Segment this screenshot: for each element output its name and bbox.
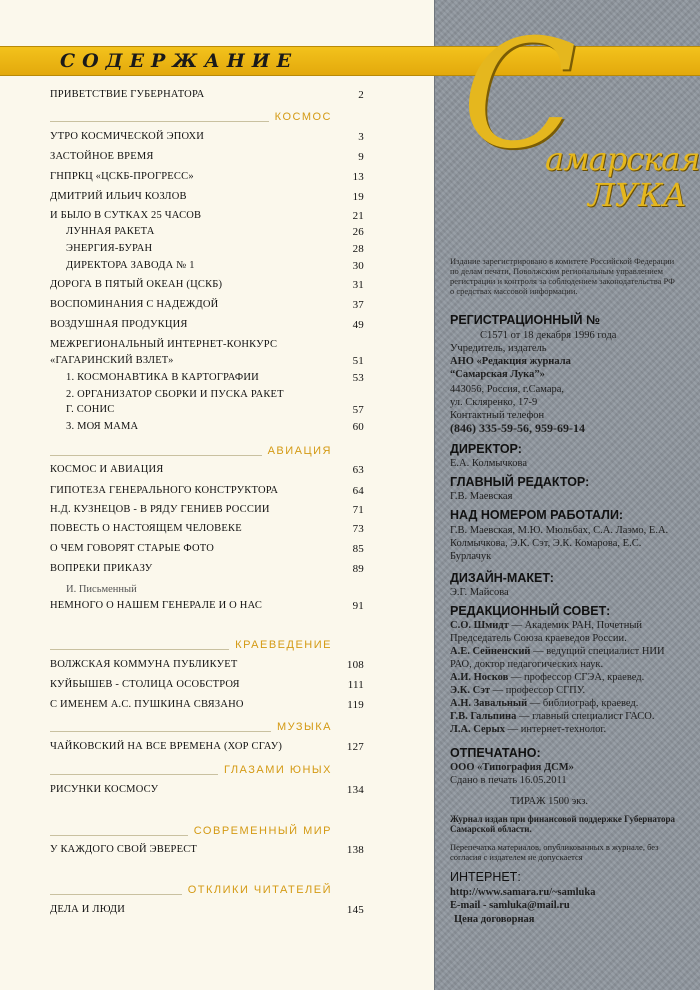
toc-entry[interactable]: ЭНЕРГИЯ-БУРАН 28 — [66, 243, 364, 255]
council-member: Г.В. Гальпина — главный специалист ГАСО. — [450, 711, 655, 722]
price-note: Цена договорная — [454, 914, 535, 925]
founder-name: АНО «Редакция журнала — [450, 356, 571, 367]
toc-entry[interactable]: С ИМЕНЕМ А.С. ПУШКИНА СВЯЗАНО 119 — [50, 699, 364, 711]
editor-header: ГЛАВНЫЙ РЕДАКТОР: — [450, 475, 590, 489]
founder-name-2: “Самарская Лука”» — [450, 369, 545, 380]
circulation: ТИРАЖ 1500 экз. — [510, 796, 588, 807]
registration-note: Издание зарегистрировано в комитете Российской Федерации по делам печати, Поволжским региональным управлением регистрации и контроля за соблюдением законодательства РФ о средствах массовой информации. — [450, 256, 675, 296]
editor-name: Г.В. Маевская — [450, 491, 513, 502]
toc-entry[interactable]: 2. ОРГАНИЗАТОР СБОРКИ И ПУСКА РАКЕТ — [66, 389, 284, 400]
support-note: Журнал издан при финансовой поддержке Губернатора Самарской области. — [450, 814, 675, 834]
director-header: ДИРЕКТОР: — [450, 442, 522, 456]
council-member: А.И. Носков — профессор СГЭА, краевед. — [450, 672, 645, 683]
toc-entry[interactable]: ВОЗДУШНАЯ ПРОДУКЦИЯ 49 — [50, 319, 364, 331]
council-member: А.Н. Завальный — библиограф, краевед. — [450, 698, 639, 709]
section-header: СОВРЕМЕННЫЙ МИР — [50, 825, 332, 839]
toc-entry[interactable]: ДЕЛА И ЛЮДИ 145 — [50, 904, 364, 916]
council-header: РЕДАКЦИОННЫЙ СОВЕТ: — [450, 604, 611, 618]
toc-entry[interactable]: «ГАГАРИНСКИЙ ВЗЛЕТ» 51 — [50, 355, 364, 367]
reprint-note: Перепечатка материалов, опубликованных в журнале, без согласия с издателем не допускается — [450, 842, 659, 862]
toc-entry[interactable]: ВОПРЕКИ ПРИКАЗУ 89 — [50, 563, 364, 575]
council-member: Э.К. Сэт — профессор СГПУ. — [450, 685, 586, 696]
toc-entry[interactable]: ПОВЕСТЬ О НАСТОЯЩЕМ ЧЕЛОВЕКЕ 73 — [50, 523, 364, 535]
website-link[interactable]: http://www.samara.ru/~samluka — [450, 887, 596, 898]
design-header: ДИЗАЙН-МАКЕТ: — [450, 571, 554, 585]
logo-line-2: ЛУКА — [588, 176, 687, 214]
toc-entry[interactable]: 3. МОЯ МАМА 60 — [66, 421, 364, 433]
logo-line-1: амарская — [545, 140, 700, 178]
toc-entry[interactable]: ВОСПОМИНАНИЯ С НАДЕЖДОЙ 37 — [50, 299, 364, 311]
toc-entry[interactable]: КОСМОС И АВИАЦИЯ 63 — [50, 464, 364, 476]
staff-list: Г.В. Маевская, М.Ю. Мюльбах, С.А. Лаэмо, Е.А. Колмычкова, Э.К. Сэт, Э.К. Комарова, Е.С. Бурлачук — [450, 525, 669, 562]
phone-label: Контактный телефон — [450, 410, 545, 421]
council-list — [450, 619, 680, 736]
toc-entry[interactable]: РИСУНКИ КОСМОСУ 134 — [50, 784, 364, 796]
toc-entry[interactable]: НЕМНОГО О НАШЕМ ГЕНЕРАЛЕ И О НАС 91 — [50, 600, 364, 612]
toc-entry[interactable]: Г. СОНИС 57 — [66, 404, 364, 416]
toc-entry[interactable]: И БЫЛО В СУТКАХ 25 ЧАСОВ 21 — [50, 210, 364, 222]
registration-number: С1571 от 18 декабря 1996 года — [480, 330, 617, 341]
design-name: Э.Г. Майсова — [450, 587, 509, 598]
printed-header: ОТПЕЧАТАНО: — [450, 746, 541, 760]
printed-date: Сдано в печать 16.05.2011 — [450, 775, 567, 786]
founder-label: Учредитель, издатель — [450, 343, 547, 354]
phone-number[interactable]: (846) 335-59-56, 959-69-14 — [450, 421, 585, 435]
toc-entry[interactable]: ЗАСТОЙНОЕ ВРЕМЯ 9 — [50, 151, 364, 163]
toc-entry[interactable]: ГНПРКЦ «ЦСКБ-ПРОГРЕСС» 13 — [50, 171, 364, 183]
toc-entry[interactable]: ЛУННАЯ РАКЕТА 26 — [66, 226, 364, 238]
toc-entry[interactable]: ВОЛЖСКАЯ КОММУНА ПУБЛИКУЕТ 108 — [50, 659, 364, 671]
toc-entry[interactable]: МЕЖРЕГИОНАЛЬНЫЙ ИНТЕРНЕТ-КОНКУРС — [50, 339, 278, 350]
toc-entry[interactable]: ПРИВЕТСТВИЕ ГУБЕРНАТОРА 2 — [50, 89, 364, 101]
author-note: И. Письменный — [66, 584, 137, 595]
section-header: МУЗЫКА — [50, 721, 332, 735]
email-link[interactable]: E-mail - samluka@mail.ru — [450, 900, 570, 911]
internet-header: ИНТЕРНЕТ: — [450, 870, 521, 884]
address-line-2: ул. Скляренко, 17-9 — [450, 397, 538, 408]
director-name: Е.А. Колмычкова — [450, 458, 527, 469]
page-title: СОДЕРЖАНИЕ — [60, 50, 299, 72]
section-header: КРАЕВЕДЕНИЕ — [50, 639, 332, 653]
toc-entry[interactable]: О ЧЕМ ГОВОРЯТ СТАРЫЕ ФОТО 85 — [50, 543, 364, 555]
section-header: КОСМОС — [50, 111, 332, 125]
toc-entry[interactable]: ГИПОТЕЗА ГЕНЕРАЛЬНОГО КОНСТРУКТОРА 64 — [50, 485, 364, 497]
registration-header: РЕГИСТРАЦИОННЫЙ № — [450, 313, 600, 327]
address-line-1: 443056, Россия, г.Самара, — [450, 384, 565, 395]
toc-entry[interactable]: ЧАЙКОВСКИЙ НА ВСЕ ВРЕМЕНА (ХОР СГАУ) 127 — [50, 741, 364, 753]
section-header: АВИАЦИЯ — [50, 445, 332, 459]
logo-initial: С — [462, 8, 577, 182]
toc-entry[interactable]: У КАЖДОГО СВОЙ ЭВЕРЕСТ 138 — [50, 844, 364, 856]
toc-entry[interactable]: Н.Д. КУЗНЕЦОВ - В РЯДУ ГЕНИЕВ РОССИИ 71 — [50, 504, 364, 516]
section-header: ОТКЛИКИ ЧИТАТЕЛЕЙ — [50, 884, 332, 898]
toc-entry[interactable]: 1. КОСМОНАВТИКА В КАРТОГРАФИИ 53 — [66, 372, 364, 384]
council-member: А.Е. Сейненский — ведущий специалист НИИ РАО, доктор педагогических наук. — [450, 646, 665, 670]
toc-entry[interactable]: КУЙБЫШЕВ - СТОЛИЦА ОСОБСТРОЯ 111 — [50, 679, 364, 691]
staff-header: НАД НОМЕРОМ РАБОТАЛИ: — [450, 508, 624, 522]
toc-entry[interactable]: ДОРОГА В ПЯТЫЙ ОКЕАН (ЦСКБ) 31 — [50, 279, 364, 291]
toc-entry[interactable]: ДИРЕКТОРА ЗАВОДА № 1 30 — [66, 260, 364, 272]
toc-entry[interactable]: УТРО КОСМИЧЕСКОЙ ЭПОХИ 3 — [50, 131, 364, 143]
council-member: Л.А. Серых — интернет-технолог. — [450, 724, 607, 735]
section-header: ГЛАЗАМИ ЮНЫХ — [50, 764, 332, 778]
printed-by: ООО «Типография ДСМ» — [450, 762, 574, 773]
council-member: С.О. Шмидт — Академик РАН, Почетный Председатель Союза краеведов России. — [450, 620, 643, 644]
toc-entry[interactable]: ДМИТРИЙ ИЛЬИЧ КОЗЛОВ 19 — [50, 191, 364, 203]
